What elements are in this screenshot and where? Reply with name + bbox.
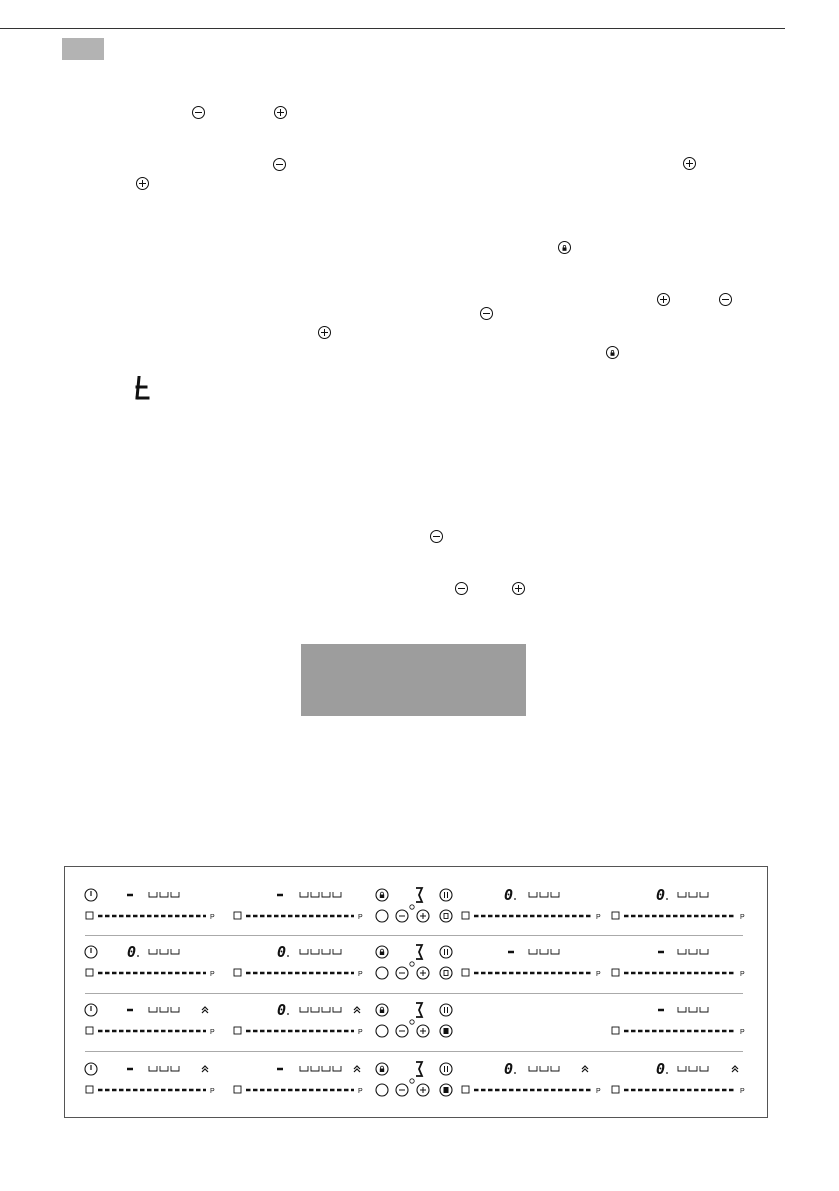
boost-icon bbox=[202, 1007, 208, 1013]
cookware-icon bbox=[689, 1066, 697, 1071]
minus-icon bbox=[455, 582, 468, 595]
timer-icon bbox=[410, 1079, 414, 1083]
stopgo-icon bbox=[444, 914, 448, 919]
lock-icon bbox=[380, 895, 384, 899]
cookware-icon bbox=[678, 1007, 686, 1012]
zone-indicator-icon bbox=[462, 912, 469, 919]
power-display: 0 bbox=[277, 1001, 287, 1019]
power-display: 0 bbox=[504, 1060, 514, 1078]
cookware-icon bbox=[149, 949, 157, 954]
lock-icon bbox=[380, 1010, 384, 1014]
cookware-icon bbox=[171, 1007, 179, 1012]
cookware-icon bbox=[529, 949, 537, 954]
timer-display bbox=[416, 888, 422, 902]
slider-p-label: P bbox=[358, 1088, 363, 1095]
stopgo-icon bbox=[444, 971, 448, 976]
minus-icon bbox=[480, 307, 493, 320]
timer-icon bbox=[410, 1020, 414, 1024]
slider-p-label: P bbox=[210, 1029, 215, 1036]
cookware-icon bbox=[160, 892, 168, 897]
cookware-icon bbox=[311, 1007, 319, 1012]
cookware-icon bbox=[689, 949, 697, 954]
slider-p-label: P bbox=[210, 1088, 215, 1095]
keep-warm-icon bbox=[376, 967, 388, 979]
stopgo-icon bbox=[444, 1087, 449, 1093]
cookware-icon bbox=[300, 1066, 308, 1071]
image-placeholder bbox=[301, 644, 526, 716]
plus-icon bbox=[274, 106, 287, 119]
boost-icon bbox=[354, 1066, 360, 1072]
control-panel-graphics bbox=[64, 866, 768, 1118]
slider-p-label: P bbox=[210, 971, 215, 978]
zone-indicator-icon bbox=[462, 1086, 469, 1093]
zone-indicator-icon bbox=[86, 969, 93, 976]
display-dot bbox=[287, 955, 289, 957]
cookware-icon bbox=[551, 892, 559, 897]
timer-display bbox=[416, 1062, 422, 1076]
minus-icon bbox=[192, 106, 205, 119]
power-display: 0 bbox=[656, 886, 666, 904]
display-dot bbox=[137, 955, 139, 957]
zone-indicator-icon bbox=[234, 1086, 241, 1093]
zone-indicator-icon bbox=[86, 1027, 93, 1034]
cookware-icon bbox=[529, 892, 537, 897]
lock-icon bbox=[380, 952, 384, 956]
cookware-icon bbox=[149, 892, 157, 897]
stopgo-icon bbox=[444, 1028, 449, 1034]
cookware-icon bbox=[322, 949, 330, 954]
plus-icon bbox=[657, 293, 670, 306]
cookware-icon bbox=[311, 1066, 319, 1071]
slider-p-label: P bbox=[740, 914, 745, 921]
cookware-icon bbox=[322, 892, 330, 897]
slider-p-label: P bbox=[740, 1029, 745, 1036]
timer-display bbox=[416, 945, 422, 959]
display-dot bbox=[514, 898, 516, 900]
boost-icon bbox=[202, 1066, 208, 1072]
plus-icon bbox=[512, 582, 525, 595]
display-dot bbox=[287, 1013, 289, 1015]
slider-p-label: P bbox=[596, 971, 601, 978]
cookware-icon bbox=[171, 949, 179, 954]
slider-p-label: P bbox=[358, 1029, 363, 1036]
plus-icon bbox=[318, 326, 331, 339]
pause-icon bbox=[440, 1004, 452, 1016]
t-display-icon bbox=[130, 376, 156, 404]
boost-icon bbox=[582, 1066, 588, 1072]
cookware-icon bbox=[678, 949, 686, 954]
minus-icon bbox=[430, 530, 443, 543]
top-rule bbox=[0, 28, 785, 29]
power-display: 0 bbox=[504, 886, 514, 904]
cookware-icon bbox=[540, 892, 548, 897]
cookware-icon bbox=[700, 949, 708, 954]
cookware-icon bbox=[311, 949, 319, 954]
lock-icon bbox=[558, 241, 571, 254]
power-display: 0 bbox=[127, 943, 137, 961]
keep-warm-icon bbox=[376, 910, 388, 922]
cookware-icon bbox=[171, 1066, 179, 1071]
cookware-icon bbox=[551, 949, 559, 954]
cookware-icon bbox=[540, 949, 548, 954]
cookware-icon bbox=[300, 1007, 308, 1012]
slider-p-label: P bbox=[740, 971, 745, 978]
zone-indicator-icon bbox=[612, 1086, 619, 1093]
cookware-icon bbox=[700, 1066, 708, 1071]
boost-icon bbox=[354, 1007, 360, 1013]
section-tab bbox=[62, 38, 104, 60]
zone-indicator-icon bbox=[234, 912, 241, 919]
timer-icon bbox=[410, 962, 414, 966]
slider-p-label: P bbox=[358, 914, 363, 921]
stopgo-icon bbox=[440, 967, 452, 979]
cookware-icon bbox=[311, 892, 319, 897]
display-dot bbox=[666, 1072, 668, 1074]
slider-p-label: P bbox=[740, 1088, 745, 1095]
display-dot bbox=[514, 1072, 516, 1074]
cookware-icon bbox=[551, 1066, 559, 1071]
keep-warm-icon bbox=[376, 1084, 388, 1096]
cookware-icon bbox=[300, 892, 308, 897]
cookware-icon bbox=[689, 892, 697, 897]
cookware-icon bbox=[171, 892, 179, 897]
zone-indicator-icon bbox=[86, 912, 93, 919]
lock-icon bbox=[606, 346, 619, 359]
zone-indicator-icon bbox=[86, 1086, 93, 1093]
cookware-icon bbox=[322, 1007, 330, 1012]
cookware-icon bbox=[160, 949, 168, 954]
cookware-icon bbox=[333, 949, 341, 954]
pause-icon bbox=[440, 946, 452, 958]
cookware-icon bbox=[149, 1007, 157, 1012]
cookware-icon bbox=[678, 892, 686, 897]
boost-icon bbox=[732, 1066, 738, 1072]
cookware-icon bbox=[322, 1066, 330, 1071]
slider-p-label: P bbox=[210, 914, 215, 921]
zone-indicator-icon bbox=[234, 1027, 241, 1034]
cookware-icon bbox=[160, 1007, 168, 1012]
zone-indicator-icon bbox=[612, 969, 619, 976]
slider-p-label: P bbox=[358, 971, 363, 978]
plus-icon bbox=[683, 157, 696, 170]
stopgo-icon bbox=[440, 910, 452, 922]
cookware-icon bbox=[700, 1007, 708, 1012]
cookware-icon bbox=[300, 949, 308, 954]
timer-icon bbox=[410, 905, 414, 909]
zone-indicator-icon bbox=[612, 1027, 619, 1034]
zone-indicator-icon bbox=[612, 912, 619, 919]
cookware-icon bbox=[540, 1066, 548, 1071]
cookware-icon bbox=[529, 1066, 537, 1071]
display-dot bbox=[666, 898, 668, 900]
pause-icon bbox=[440, 1063, 452, 1075]
cookware-icon bbox=[333, 1007, 341, 1012]
zone-indicator-icon bbox=[234, 969, 241, 976]
cookware-icon bbox=[700, 892, 708, 897]
lock-icon bbox=[380, 1069, 384, 1073]
slider-p-label: P bbox=[596, 914, 601, 921]
cookware-icon bbox=[333, 1066, 341, 1071]
power-display: 0 bbox=[656, 1060, 666, 1078]
minus-icon bbox=[273, 158, 286, 171]
keep-warm-icon bbox=[376, 1025, 388, 1037]
power-display: 0 bbox=[277, 943, 287, 961]
minus-icon bbox=[719, 293, 732, 306]
cookware-icon bbox=[689, 1007, 697, 1012]
pause-icon bbox=[440, 889, 452, 901]
slider-p-label: P bbox=[596, 1088, 601, 1095]
timer-display bbox=[416, 1003, 422, 1017]
cookware-icon bbox=[678, 1066, 686, 1071]
plus-icon bbox=[136, 177, 149, 190]
cookware-icon bbox=[149, 1066, 157, 1071]
cookware-icon bbox=[333, 892, 341, 897]
zone-indicator-icon bbox=[462, 969, 469, 976]
cookware-icon bbox=[160, 1066, 168, 1071]
